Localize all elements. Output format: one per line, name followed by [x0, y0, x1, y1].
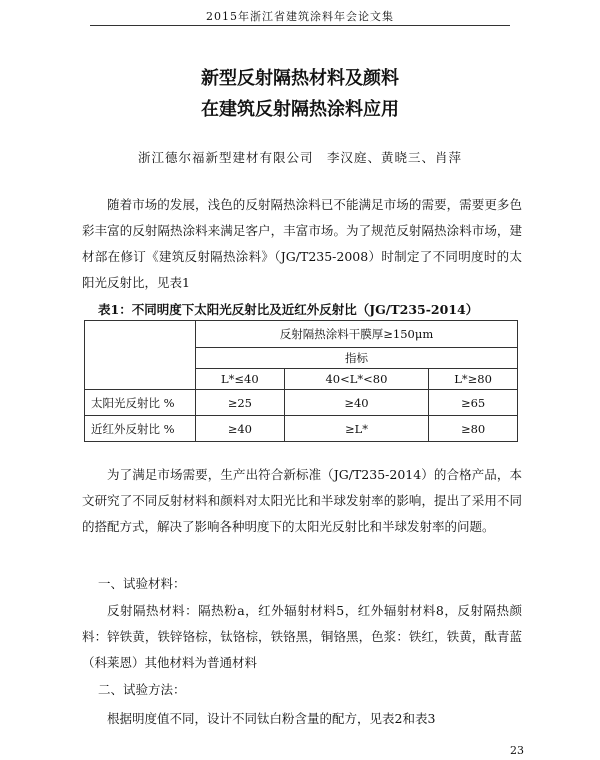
table-subheader: 指标 [196, 348, 518, 369]
table-row-label: 太阳光反射比 % [85, 390, 196, 416]
section-heading-methods: 二、试验方法： [98, 682, 186, 697]
authors: 浙江德尔福新型建材有限公司 李汉庭、黄晓三、肖萍 [137, 150, 462, 165]
reflectance-table [84, 320, 518, 442]
intro-paragraph: 随着市场的发展，浅色的反射隔热涂料已不能满足市场的需要，需要更多色彩丰富的反射隔热涂料来满足客户，丰富市场。为了规范反射隔热涂料市场，建材部在修订《建筑反射隔热涂料》（JG/T235-2008）时制定了不同明度时的太阳光反射比，见表1 [82, 197, 522, 290]
page-number: 23 [510, 744, 524, 757]
table-row-label: 近红外反射比 % [85, 416, 196, 442]
title-line-1: 新型反射隔热材料及颜料 [201, 68, 399, 89]
table-row [85, 390, 518, 416]
table-cell: ≥L* [284, 416, 428, 442]
table-corner-cell [85, 321, 196, 390]
section-heading-materials: 一、试验材料： [98, 576, 186, 591]
table-column-header: 40<L*<80 [284, 369, 428, 390]
table-row [85, 416, 518, 442]
table-cell: ≥80 [429, 416, 518, 442]
purpose-paragraph: 为了满足市场需要，生产出符合新标准（JG/T235-2014）的合格产品，本文研究了不同反射材料和颜料对太阳光比和半球发射率的影响，提出了采用不同的搭配方式，解决了影响各种明度下的太阳光反射比和半球发射率的问题。 [82, 467, 522, 534]
table-cell: ≥65 [429, 390, 518, 416]
table-caption: 表1：不同明度下太阳光反射比及近红外反射比（JG/T235-2014） [98, 302, 479, 317]
header-rule [90, 25, 510, 26]
materials-paragraph: 反射隔热材料：隔热粉a，红外辐射材料5，红外辐射材料8，反射隔热颜料：锌铁黄，铁锌铬棕，钛铬棕，铁铬黑，铜铬黑，色浆：铁红，铁黄，酞青蓝（科莱恩）其他材料为普通材料 [82, 603, 522, 670]
methods-paragraph: 根据明度值不同，设计不同钛白粉含量的配方，见表2和表3 [107, 711, 436, 726]
table-column-header: L*≤40 [196, 369, 285, 390]
table-group-header: 反射隔热涂料干膜厚≥150μm [196, 321, 518, 348]
title-line-2: 在建筑反射隔热涂料应用 [201, 99, 399, 120]
table-cell: ≥40 [284, 390, 428, 416]
table-column-header: L*≥80 [429, 369, 518, 390]
table-cell: ≥40 [196, 416, 285, 442]
running-head: 2015年浙江省建筑涂料年会论文集 [206, 10, 394, 23]
table-cell: ≥25 [196, 390, 285, 416]
table-header-row [85, 321, 518, 348]
